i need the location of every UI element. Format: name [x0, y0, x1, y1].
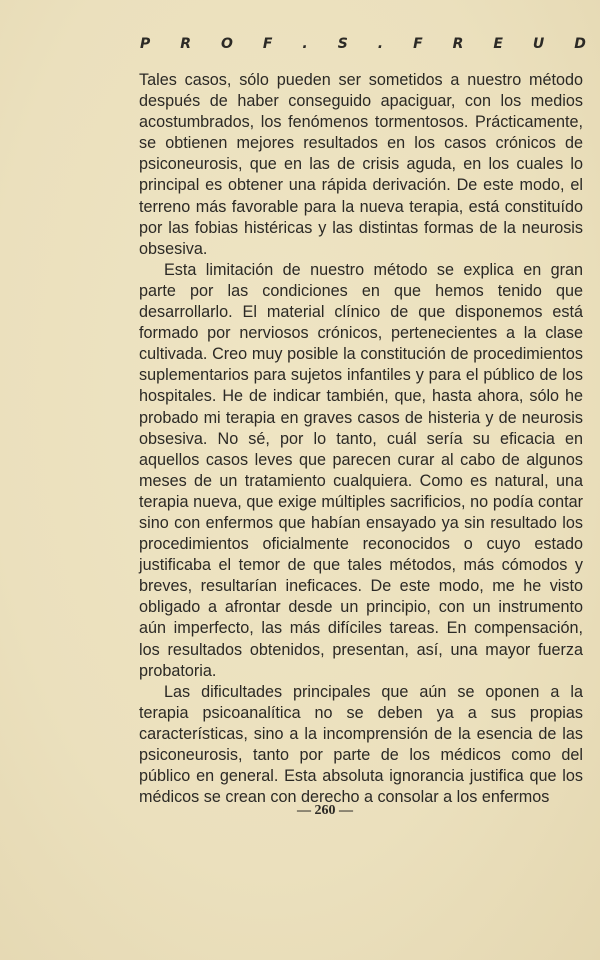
running-head-letter: R	[180, 36, 192, 52]
paragraph-2: Esta limitación de nuestro método se explica en gran parte por las condiciones en que hemos tenido que desarrollarlo. El material clínico de que disponemos está formado por nerviosos crónicos, pertenecientes a la clase cultivada. Creo muy posible la constitución de procedimientos suplementarios para sujetos infantiles y para el público de los hospitales. He de indicar también, que, hasta ahora, sólo he probado mi terapia en graves casos de histeria y de neurosis obsesiva. No sé, por lo tanto, cuál sería su eficacia en aquellos casos leves que parecen curar al cabo de algunos meses de un tratamiento cualquiera. Como es natural, una terapia nueva, que exige múltiples sacrificios, no podía contar sino con enfermos que habían ensayado ya sin resultado los procedimientos oficialmente reconocidos o cuyo estado justificaba el temor de que tales métodos, más cómodos y breves, resultarían ineficaces. De este modo, me he visto obligado a afrontar desde un principio, con un instrumento aún imperfecto, las más difíciles tareas. En compensación, los resultados obtenidos, presentan, así, una mayor fuerza probatoria.	[139, 260, 583, 680]
running-head-letter: .	[302, 36, 308, 52]
running-head-letter: R	[452, 36, 464, 52]
paragraph-1: Tales casos, sólo pueden ser sometidos a nuestro método después de haber conseguido apaciguar, con los medios acostumbrados, los fenómenos tormentosos. Prácticamente, se obtienen mejores resultados en los casos crónicos de psiconeurosis, que en las de crisis aguda, en los cuales lo principal es obtener una rápida derivación. De este modo, el terreno más favorable para la nueva terapia, está constituído por las fobias histéricas y las distintas formas de la neurosis obsesiva.	[139, 71, 583, 258]
running-head-letter: .	[377, 36, 384, 52]
running-head	[140, 36, 586, 52]
running-head-letter: F	[413, 36, 423, 52]
body-text	[139, 70, 583, 808]
running-head-letter: U	[532, 36, 545, 52]
page-number: — 260 —	[297, 803, 353, 818]
running-head-letter: P	[140, 36, 151, 52]
running-head-letter: D	[574, 36, 586, 52]
running-head-letter: S	[337, 36, 348, 52]
running-head-letter: O	[220, 36, 233, 52]
running-head-letter: F	[262, 36, 273, 52]
running-head-letter: E	[493, 36, 503, 52]
paragraph-3: Las dificultades principales que aún se oponen a la terapia psicoanalítica no se deben ya a sus propias características, sino a la incomprensión de la esencia de las psiconeurosis, tanto por parte de los médicos como del público en general. Esta absoluta ignorancia justifica que los médicos se crean con derecho a consolar a los enfermos	[139, 682, 583, 807]
